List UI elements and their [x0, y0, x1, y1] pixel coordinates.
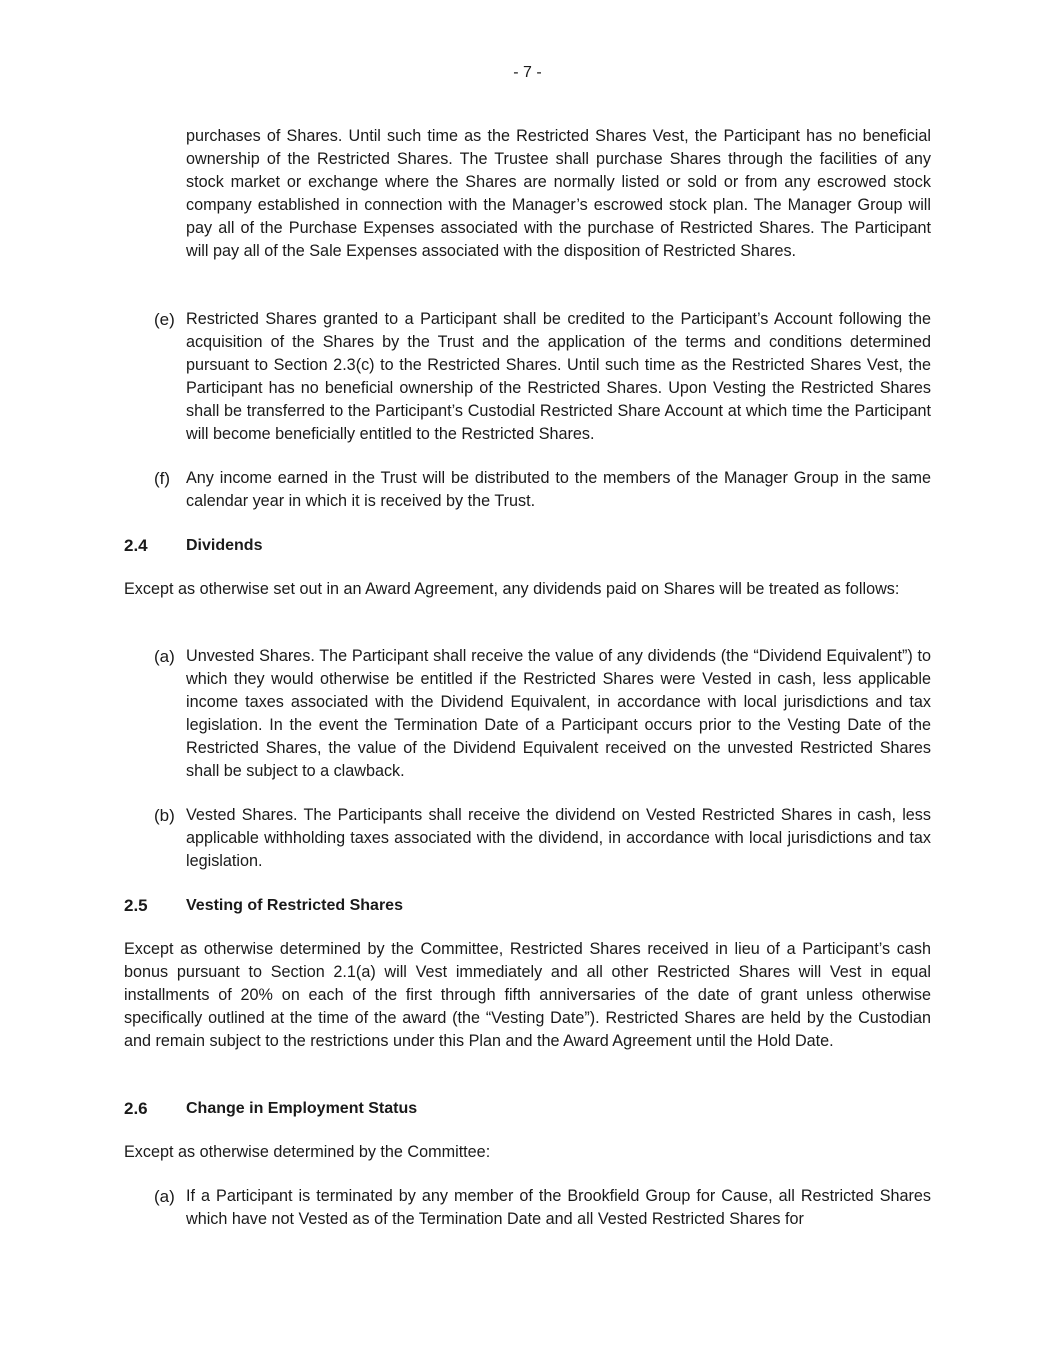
section-2-4-item-a-marker: (a) [154, 647, 175, 666]
section-2-4-intro: Except as otherwise set out in an Award Agreement, any dividends paid on Shares will be treated as follows: [124, 580, 900, 598]
item-f-text: Any income earned in the Trust will be distributed to the members of the Manager Group in the same calendar year in which it is received by the Trust. [186, 469, 931, 510]
section-2-4-number: 2.4 [124, 536, 148, 555]
section-2-4-item-a-text: Unvested Shares. The Participant shall receive the value of any dividends (the “Dividend Equivalent”) to which they would otherwise be entitled if the Restricted Shares were Vested in cash, less applicable income taxes associated with the Dividend Equivalent, in accordance with local jurisdictions and tax legislation. In the event the Termination Date of a Participant occurs prior to the Vesting Date of the Restricted Shares, the value of the Dividend Equivalent received on the unvested Restricted Shares shall be subject to a clawback. [186, 647, 931, 780]
section-2-6-item-a-marker: (a) [154, 1187, 175, 1206]
item-e-text: Restricted Shares granted to a Participant shall be credited to the Participant’s Account following the acquisition of the Shares by the Trust and the application of the terms and conditions determined pursuant to Section 2.3(c) to the Restricted Shares. Until such time as the Restricted Shares Vest, the Participant has no beneficial ownership of the Restricted Shares. Upon Vesting the Restricted Shares shall be transferred to the Participant’s Custodial Restricted Share Account at which time the Participant will become beneficially entitled to the Restricted Shares. [186, 310, 931, 443]
item-e-marker: (e) [154, 310, 175, 329]
section-2-5-number: 2.5 [124, 896, 148, 915]
section-2-5-text: Except as otherwise determined by the Committee, Restricted Shares received in lieu of a Participant’s cash bonus pursuant to Section 2.1(a) will Vest immediately and all other Restricted Shares will Vest in equal installments of 20% on each of the first through fifth anniversaries of the date of grant unless otherwise specifically outlined at the time of the award (the “Vesting Date”). Restricted Shares are held by the Custodian and remain subject to the restrictions under this Plan and the Award Agreement until the Hold Date. [124, 940, 931, 1050]
section-2-4-item-b-text: Vested Shares. The Participants shall receive the dividend on Vested Restricted Shares in cash, less applicable withholding taxes associated with the dividend, in accordance with local jurisdictions and tax legislation. [186, 806, 931, 870]
intro-paragraph: purchases of Shares. Until such time as the Restricted Shares Vest, the Participant has no beneficial ownership of the Restricted Shares. The Trustee shall purchase Shares through the facilities of any stock market or exchange where the Shares are normally listed or sold or from any escrowed stock company established in connection with the Manager’s escrowed stock plan. The Manager Group will pay all of the Purchase Expenses associated with the purchase of Restricted Shares. The Participant will pay all of the Sale Expenses associated with the disposition of Restricted Shares. [186, 127, 931, 260]
section-2-6-number: 2.6 [124, 1099, 148, 1118]
section-2-4-item-b-marker: (b) [154, 806, 175, 825]
section-2-5-title: Vesting of Restricted Shares [186, 897, 403, 914]
item-f-marker: (f) [154, 469, 171, 488]
section-2-4-title: Dividends [186, 537, 263, 554]
section-2-6-title: Change in Employment Status [186, 1100, 418, 1117]
section-2-6-item-a-text: If a Participant is terminated by any member of the Brookfield Group for Cause, all Restricted Shares which have not Vested as of the Termination Date and all Vested Restricted Shares for [186, 1187, 931, 1228]
section-2-6-intro: Except as otherwise determined by the Committee: [124, 1143, 491, 1161]
page-number: - 7 - [513, 64, 542, 81]
